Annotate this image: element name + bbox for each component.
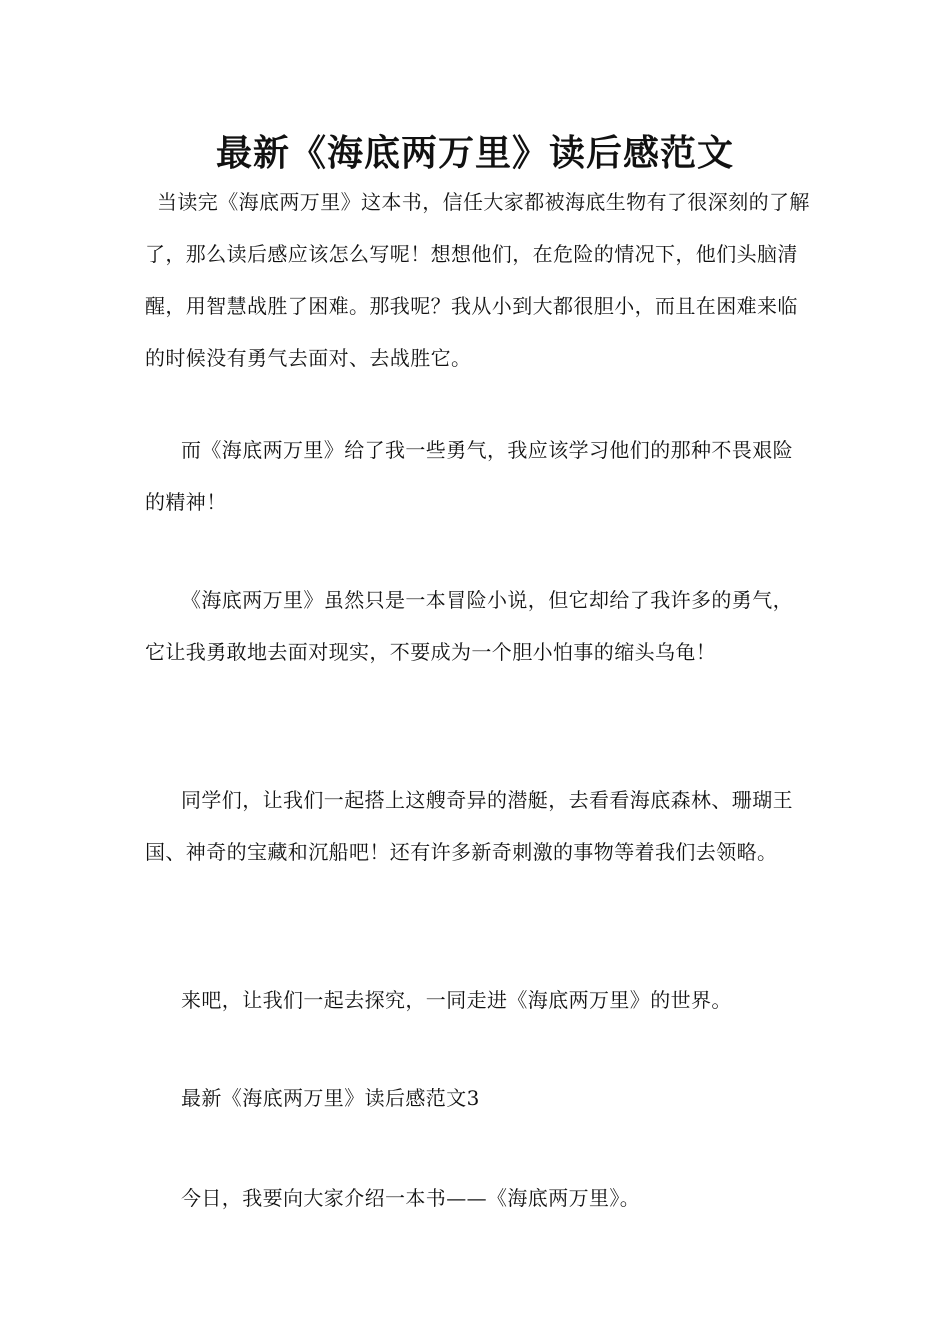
- paragraph-4: 同学们，让我们一起搭上这艘奇异的潜艇，去看看海底森林、珊瑚王国、神奇的宝藏和沉船吧！还有许多新奇刺激的事物等着我们去领略。: [145, 788, 793, 864]
- paragraph-6: 今日，我要向大家介绍一本书——《海底两万里》。: [181, 1186, 641, 1210]
- paragraph-5: 来吧，让我们一起去探究，一同走进《海底两万里》的世界。: [181, 988, 732, 1012]
- paragraph-1: 当读完《海底两万里》这本书，信任大家都被海底生物有了很深刻的了解了，那么读后感应该怎么写呢！想想他们，在危险的情况下，他们头脑清醒，用智慧战胜了困难。那我呢？我从小到大都很胆小，而且在困难来临的时候没有勇气去面对、去战胜它。: [145, 190, 810, 370]
- page-title: 最新《海底两万里》读后感范文: [215, 133, 734, 174]
- section-heading: 最新《海底两万里》读后感范文3: [181, 1086, 480, 1110]
- paragraph-2: 而《海底两万里》给了我一些勇气，我应该学习他们的那种不畏艰险的精神！: [145, 438, 793, 514]
- paragraph-3: 《海底两万里》虽然只是一本冒险小说，但它却给了我许多的勇气，它让我勇敢地去面对现实，不要成为一个胆小怕事的缩头乌龟！: [145, 588, 793, 664]
